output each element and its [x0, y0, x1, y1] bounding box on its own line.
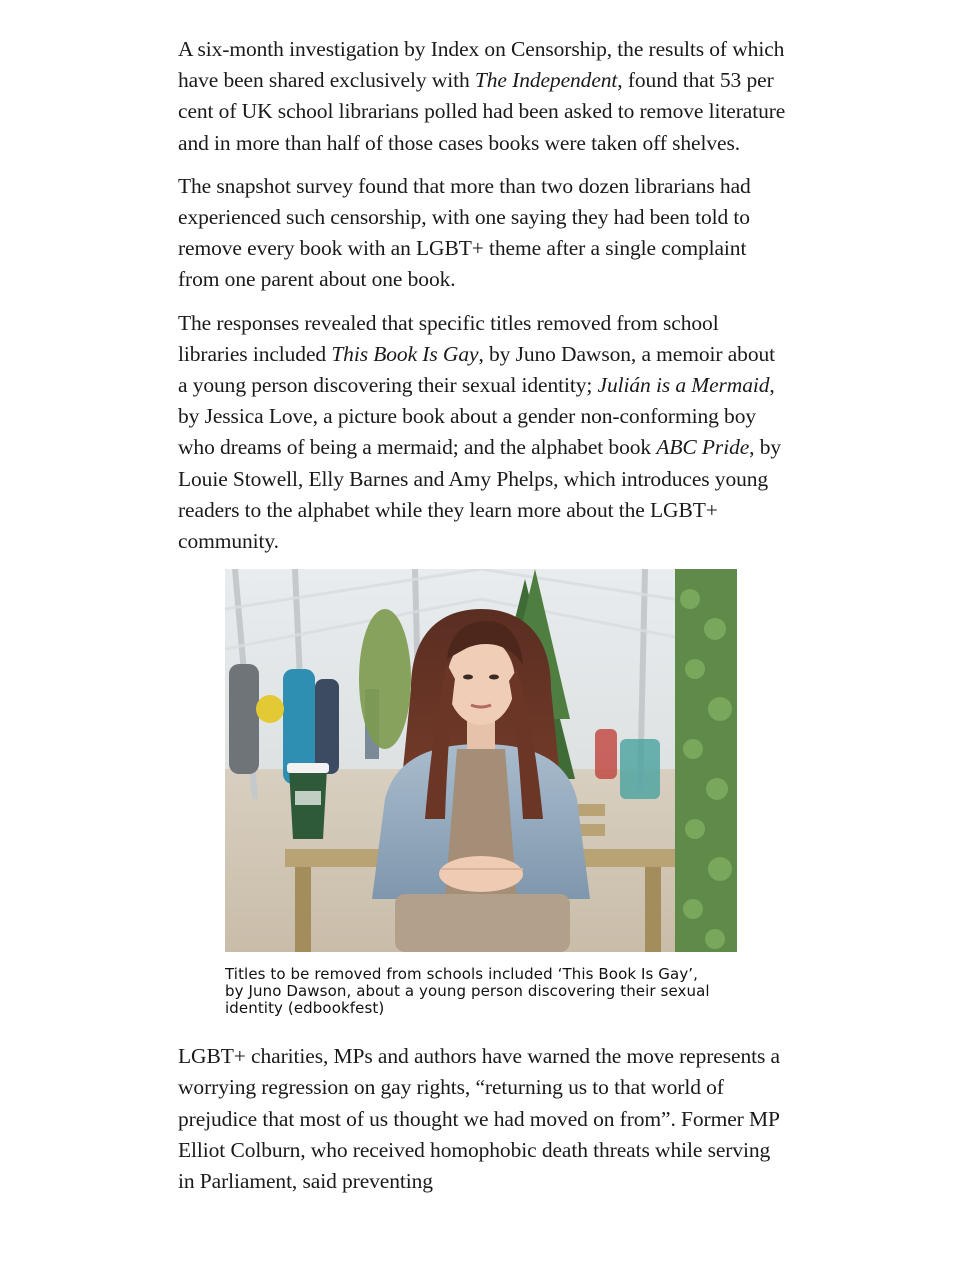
- paragraph-3-text-a: The responses revealed that specific titles removed from school libraries included: [178, 310, 719, 366]
- paragraph-3-text-g: , by Louie Stowell, Elly Barnes and Amy Phelps, which introduces young readers to the alphabet while they learn more about the LGBT+ community.: [178, 435, 782, 554]
- paragraph-3-text-e: , by Jessica Love, a picture book about a gender non-conforming boy who dreams of being a mermaid; and the alphabet book: [178, 373, 775, 460]
- photo-caption: Titles to be removed from schools included ‘This Book Is Gay’, by Juno Dawson, about a young person discovering their sexual identity (edbookfest): [225, 965, 710, 1018]
- publication-name-italic: The Independent: [474, 68, 618, 93]
- book-title-julian-is-a-mermaid: Julián is a Mermaid: [597, 373, 770, 398]
- article-body: [178, 34, 788, 1209]
- paragraph-1-text-c: , found that 53 per cent of UK school librarians polled had been asked to remove literature and in more than half of those cases books were taken off shelves.: [178, 68, 786, 155]
- paragraph-2-text: The snapshot survey found that more than two dozen librarians had experienced such censorship, with one saying they had been told to remove every book with an LGBT+ theme after a single complaint from one parent about one book.: [178, 173, 751, 292]
- book-title-abc-pride: ABC Pride: [656, 435, 750, 460]
- photo-illustration: [225, 569, 737, 952]
- paragraph-1: [178, 34, 788, 159]
- paragraph-3-text-c: , by Juno Dawson, a memoir about a young person discovering their sexual identity;: [178, 341, 775, 398]
- book-title-this-book-is-gay: This Book Is Gay: [331, 341, 479, 366]
- author-photo[interactable]: [225, 569, 737, 952]
- article-figure: [225, 569, 737, 1017]
- paragraph-4: [178, 1041, 788, 1197]
- paragraph-3: [178, 308, 788, 558]
- paragraph-4-text: LGBT+ charities, MPs and authors have warned the move represents a worrying regression on gay rights, “returning us to that world of prejudice that most of us thought we had moved on from”. Former MP Elliot Colburn, who received homophobic death threats while serving in Parliament, said preventing: [178, 1044, 780, 1194]
- paragraph-2: [178, 171, 788, 296]
- paragraph-1-text-a: A six-month investigation by Index on Censorship, the results of which have been shared exclusively with: [178, 37, 785, 93]
